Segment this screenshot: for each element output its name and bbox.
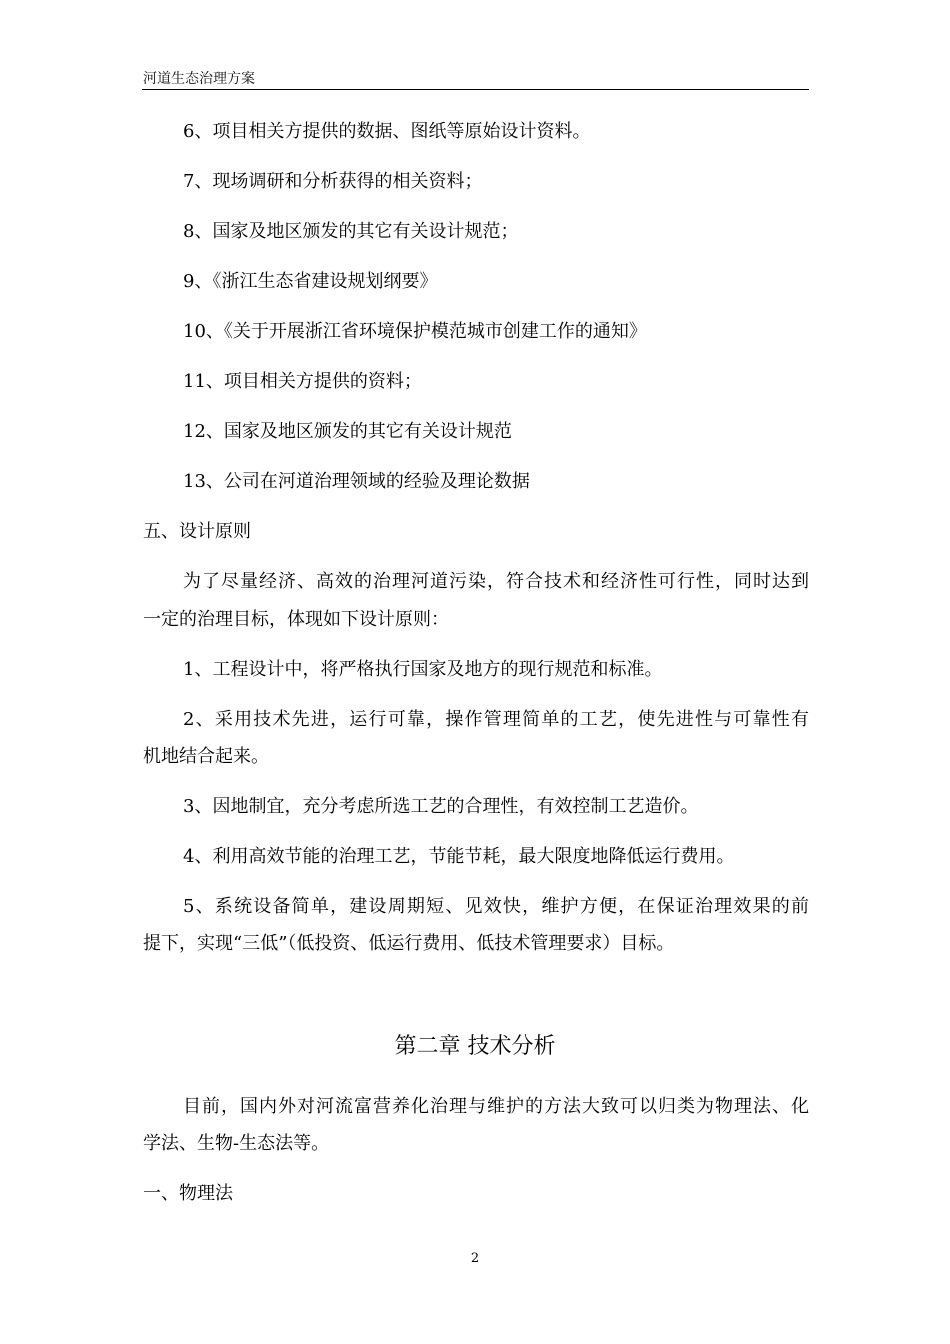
reference-item-11: 11、项目相关方提供的资料； — [183, 371, 422, 392]
reference-item-9: 9、《浙江生态省建设规划纲要》 — [183, 271, 438, 292]
chapter-intro-line-2: 学法、生物-生态法等。 — [143, 1133, 330, 1154]
principle-3: 3、因地制宜，充分考虑所选工艺的合理性，有效控制工艺造价。 — [183, 796, 699, 817]
page-number: 2 — [470, 1251, 480, 1266]
principle-2-line-1: 2、采用技术先进，运行可靠，操作管理简单的工艺，使先进性与可靠性有 — [183, 709, 809, 730]
chapter-title: 第二章 技术分析 — [394, 1034, 556, 1059]
principle-4: 4、利用高效节能的治理工艺，节能节耗，最大限度地降低运行费用。 — [183, 846, 735, 867]
principle-1: 1、工程设计中，将严格执行国家及地方的现行规范和标准。 — [183, 659, 663, 680]
section-heading-design-principles: 五、设计原则 — [143, 521, 251, 542]
reference-item-10: 10、《关于开展浙江省环境保护模范城市创建工作的通知》 — [183, 321, 647, 342]
principle-5-line-2: 提下，实现“三低”（低投资、低运行费用、低技术管理要求）目标。 — [143, 933, 675, 954]
reference-item-13: 13、公司在河道治理领域的经验及理论数据 — [183, 471, 530, 492]
principle-5-line-1: 5、系统设备简单，建设周期短、见效快，维护方便，在保证治理效果的前 — [183, 896, 809, 917]
reference-item-7: 7、现场调研和分析获得的相关资料； — [183, 171, 483, 192]
reference-item-8: 8、国家及地区颁发的其它有关设计规范； — [183, 221, 519, 242]
chapter-intro-line-1: 目前，国内外对河流富营养化治理与维护的方法大致可以归类为物理法、化 — [183, 1096, 809, 1117]
principle-2-line-2: 机地结合起来。 — [143, 746, 269, 767]
running-header-title: 河道生态治理方案 — [143, 71, 255, 87]
design-principles-intro-line-2: 一定的治理目标，体现如下设计原则： — [143, 609, 449, 630]
reference-item-6: 6、项目相关方提供的数据、图纸等原始设计资料。 — [183, 121, 591, 142]
header-divider — [142, 89, 809, 90]
section-heading-physical-method: 一、物理法 — [143, 1183, 233, 1204]
reference-item-12: 12、国家及地区颁发的其它有关设计规范 — [183, 421, 512, 442]
design-principles-intro-line-1: 为了尽量经济、高效的治理河道污染，符合技术和经济性可行性，同时达到 — [183, 571, 809, 592]
